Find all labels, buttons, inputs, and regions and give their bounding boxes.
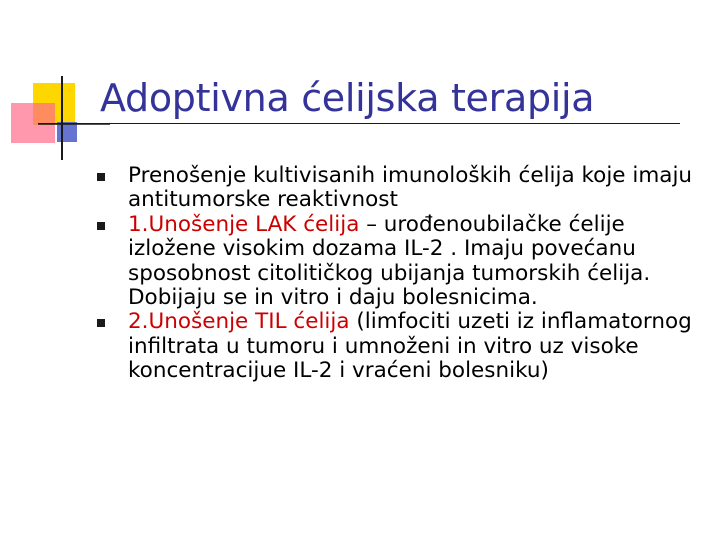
- bullet-text: (limfociti uzeti iz inflamatornog infiltrata u tumoru i umnoženi in vitro uz visoke koncentracijue IL-2 i vraćeni bolesniku): [128, 309, 692, 384]
- bullet-highlight: 2.Unošenje TIL ćelija: [128, 309, 350, 335]
- bullet-list: [128, 164, 703, 384]
- bullet-text: – urođenoubilačke ćelije izložene visokim dozama IL-2 . Imaju povećanu sposobnost citolitičkog ubijanja tumorskih ćelija. Dobijaju se in vitro i daju bolesnicima.: [128, 211, 651, 311]
- bullet-item-2: [128, 213, 703, 311]
- bullet-square-icon: [97, 173, 105, 181]
- bullet-highlight: 1.Unošenje LAK ćelija: [128, 211, 360, 237]
- bullet-text: Prenošenje kultivisanih imunoloških ćelija koje imaju antitumorske reaktivnost: [128, 163, 693, 213]
- slide-title: Adoptivna ćelijska terapija: [100, 76, 595, 120]
- bullet-item-3: [128, 310, 703, 383]
- deco-blue-square: [57, 122, 77, 142]
- title-decoration: [0, 0, 110, 170]
- bullet-square-icon: [97, 222, 105, 230]
- title-underline: [38, 123, 680, 124]
- bullet-item-1: [128, 164, 703, 213]
- bullet-square-icon: [97, 319, 105, 327]
